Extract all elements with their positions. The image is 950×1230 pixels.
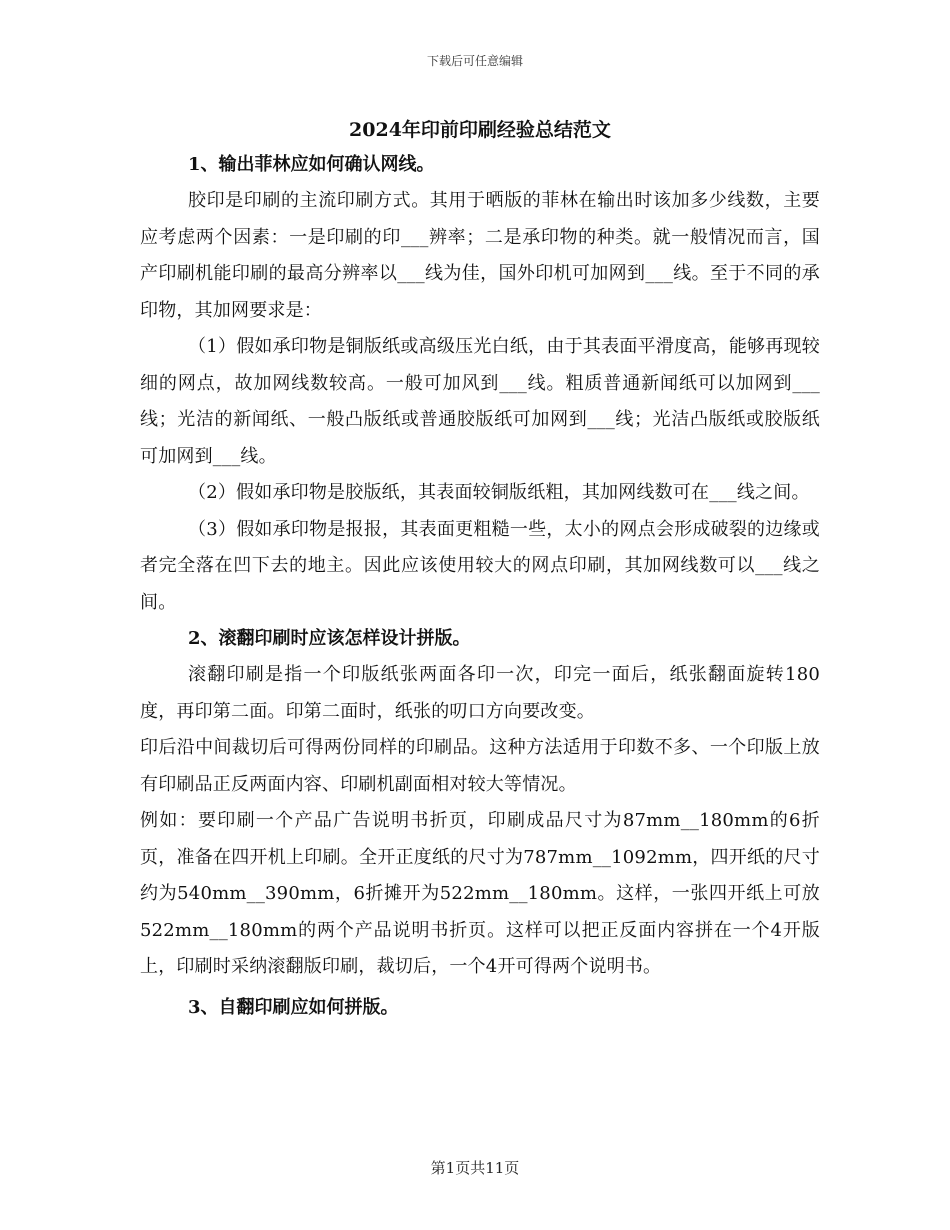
paragraph: 胶印是印刷的主流印刷方式。其用于晒版的菲林在输出时该加多少线数，主要应考虑两个因素：一是印刷的印___辨率；二是承印物的种类。就一般情况而言，国产印刷机能印刷的最高分辨率以___线为佳，国外印机可加网到___线。至于不同的承印物，其加网要求是： (140, 190, 820, 321)
page-footer: 第1页共11页 (430, 1159, 520, 1177)
section-heading-3: 3、自翻印刷应如何拼版。 (188, 996, 399, 1018)
paragraph: 印后沿中间裁切后可得两份同样的印刷品。这种方法适用于印数不多、一个印版上放有印刷品正反两面内容、印刷机副面相对较大等情况。 (140, 737, 820, 795)
section-heading-1: 1、输出菲林应如何确认网线。 (188, 154, 435, 175)
paragraph: （3）假如承印物是报报，其表面更粗糙一些，太小的网点会形成破裂的边缘或者完全落在凹下去的地主。因此应该使用较大的网点印刷，其加网线数可以___线之间。 (140, 518, 820, 613)
paragraph: （1）假如承印物是铜版纸或高级压光白纸，由于其表面平滑度高，能够再现较细的网点，故加网线数较高。一般可加风到___线。粗质普通新闻纸可以加网到___线；光洁的新闻纸、一般凸版纸或普通胶版纸可加网到___线；光洁凸版纸或胶版纸可加网到___线。 (140, 336, 820, 467)
document-title: 2024年印前印刷经验总结范文 (349, 119, 611, 141)
paragraph: 例如：要印刷一个产品广告说明书折页，印刷成品尺寸为87mm__180mm的6折页，准备在四开机上印刷。全开正度纸的尺寸为787mm__1092mm，四开纸的尺寸约为540mm__390mm，6折摊开为522mm__180mm。这样，一张四开纸上可放522mm__180mm的两个产品说明书折页。这样可以把正反面内容拼在一个4开版上，印刷时采纳滚翻版印刷，裁切后，一个4开可得两个说明书。 (140, 810, 820, 977)
paragraph: 滚翻印刷是指一个印版纸张两面各印一次，印完一面后，纸张翻面旋转180度，再印第二面。印第二面时，纸张的叨口方向要改变。 (140, 664, 820, 722)
page-header: 下载后可任意编辑 (426, 54, 523, 68)
paragraph: （2）假如承印物是胶版纸，其表面较铜版纸粗，其加网线数可在___线之间。 (188, 482, 810, 503)
section-heading-2: 2、滚翻印刷时应该怎样设计拼版。 (188, 628, 471, 649)
document-body (140, 113, 820, 1026)
